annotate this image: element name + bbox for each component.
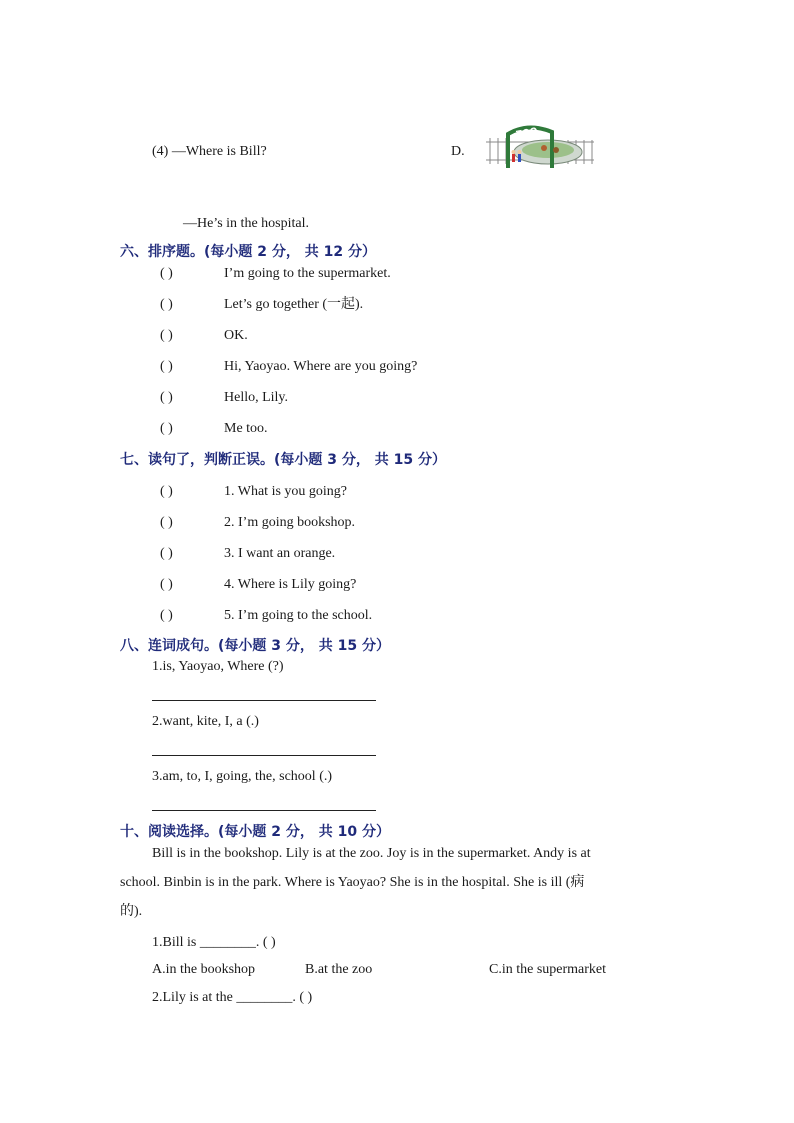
q1-option-b[interactable]: B.at the zoo — [305, 962, 373, 977]
s7-text-3: 3. I want an orange. — [224, 546, 336, 561]
passage-line-3: 的). — [120, 904, 143, 919]
section-10-title: 十、阅读选择。(每小题 2 分， 共 10 分） — [120, 824, 390, 840]
section-8-title: 八、连词成句。(每小题 3 分， 共 15 分） — [120, 638, 390, 654]
s8-answer-line-2[interactable] — [152, 755, 376, 756]
option-d-label: D. — [451, 144, 465, 159]
reading-question-1: 1.Bill is ________. ( ) — [152, 935, 276, 950]
s8-item-3: 3.am, to, I, going, the, school (.) — [152, 769, 333, 784]
s7-blank-1[interactable]: ( ) — [160, 484, 173, 499]
s8-item-1: 1.is, Yaoyao, Where (?) — [152, 659, 284, 674]
s6-text-4: Hi, Yaoyao. Where are you going? — [224, 359, 418, 374]
question-4: (4) —Where is Bill? — [152, 144, 267, 159]
s7-blank-2[interactable]: ( ) — [160, 515, 173, 530]
s6-text-1: I’m going to the supermarket. — [224, 266, 391, 281]
s7-blank-4[interactable]: ( ) — [160, 577, 173, 592]
q1-option-a[interactable]: A.in the bookshop — [152, 962, 256, 977]
passage-line-1: Bill is in the bookshop. Lily is at the zoo. Joy is in the supermarket. Andy is at — [152, 846, 591, 861]
zoo-sign: ZOO — [515, 126, 539, 141]
s6-text-2: Let’s go together (一起). — [224, 297, 364, 312]
s6-blank-2[interactable]: ( ) — [160, 297, 173, 312]
zoo-gate-illustration — [484, 124, 596, 170]
s7-blank-5[interactable]: ( ) — [160, 608, 173, 623]
s7-text-5: 5. I’m going to the school. — [224, 608, 373, 623]
s6-text-5: Hello, Lily. — [224, 390, 289, 405]
s7-text-2: 2. I’m going bookshop. — [224, 515, 356, 530]
s7-text-1: 1. What is you going? — [224, 484, 348, 499]
s6-blank-6[interactable]: ( ) — [160, 421, 173, 436]
s6-blank-4[interactable]: ( ) — [160, 359, 173, 374]
section-7-title: 七、读句了，判断正误。(每小题 3 分， 共 15 分） — [120, 452, 446, 468]
s6-blank-3[interactable]: ( ) — [160, 328, 173, 343]
section-6-title: 六、排序题。(每小题 2 分， 共 12 分） — [120, 244, 376, 260]
s6-blank-5[interactable]: ( ) — [160, 390, 173, 405]
s6-text-6: Me too. — [224, 421, 268, 436]
passage-line-2: school. Binbin is in the park. Where is Yaoyao? She is in the hospital. She is ill (病 — [120, 875, 585, 890]
s6-blank-1[interactable]: ( ) — [160, 266, 173, 281]
s8-answer-line-3[interactable] — [152, 810, 376, 811]
s7-text-4: 4. Where is Lily going? — [224, 577, 357, 592]
s8-item-2: 2.want, kite, I, a (.) — [152, 714, 259, 729]
s8-answer-line-1[interactable] — [152, 700, 376, 701]
question-4-answer: —He’s in the hospital. — [183, 216, 309, 231]
s6-text-3: OK. — [224, 328, 248, 343]
reading-question-2: 2.Lily is at the ________. ( ) — [152, 990, 313, 1005]
s7-blank-3[interactable]: ( ) — [160, 546, 173, 561]
q1-option-c[interactable]: C.in the supermarket — [489, 962, 607, 977]
